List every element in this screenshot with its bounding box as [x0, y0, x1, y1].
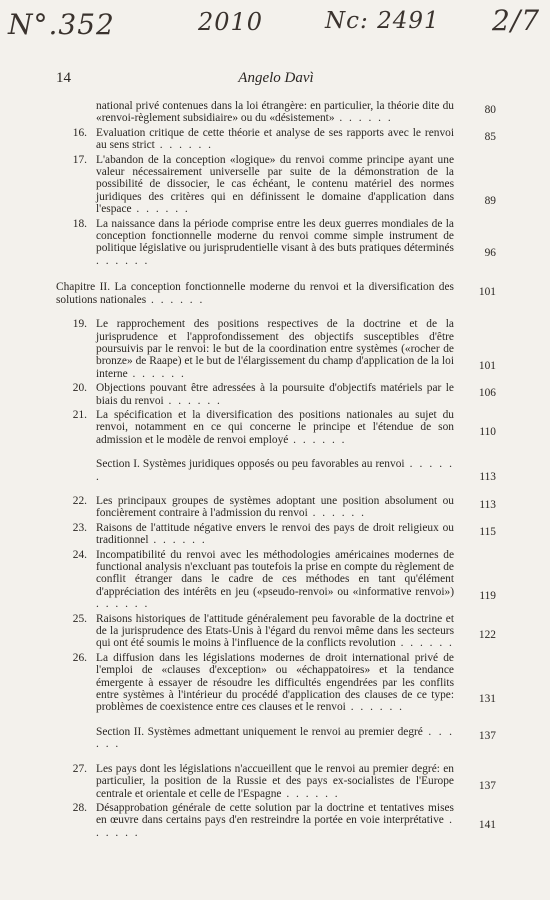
leader-dots: . . . . . .	[127, 367, 186, 380]
toc-entry-text: Les pays dont les législations n'accueillent que le renvoi au premier degré: en particulier, la position de la Russie et des pays ex-socialistes de l'Europe centrale et orientale et celle de l'Espagne . . . . . .	[96, 762, 454, 800]
handwritten-fraction: 2/7	[492, 4, 541, 37]
toc-section-page: 113	[479, 470, 496, 483]
leader-dots: . . . . . .	[163, 394, 222, 407]
toc-entry-page: 110	[479, 425, 496, 438]
toc-entry-text: Raisons de l'attitude négative envers le renvoi des pays de droit religieux ou traditionnel . . . . . .	[96, 521, 454, 547]
toc-entry-text: La naissance dans la période comprise entre les deux guerres mondiales de la conception fonctionnelle moderne du renvoi comme simple instrument de politique législative ou jurisprudentielle visant à des buts pratiques déterminés . . . . . .	[96, 217, 454, 267]
leader-dots: . . . . . .	[96, 254, 150, 267]
toc-entry-number: 19.	[72, 318, 87, 331]
toc-entry-page: 119	[479, 590, 496, 603]
toc-entry-number: 28.	[72, 801, 87, 814]
leader-dots: . . . . . .	[96, 458, 454, 483]
toc-entry-number: 27.	[72, 762, 87, 775]
toc-entry-text: Le rapprochement des positions respectives de la doctrine et de la jurisprudence et l'approfondissement des objectifs susceptibles d'être poursuivis par le renvoi: le but de la coordination entre systèmes («rocher de bronze» de Raape) et le but de l'élargissement du champ d'application de la loi interne . . . . . .	[96, 318, 454, 380]
toc-entry-text: Raisons historiques de l'attitude généralement peu favorable de la doctrine et de la jurisprudence des Etats-Unis à l'égard du renvoi même dans les secteurs qui ont été soumis le moins à l'influence de la conflicts revolution . . . . . .	[96, 612, 454, 650]
toc-entry	[56, 763, 496, 800]
leader-dots: . . . . . .	[148, 534, 207, 547]
page-number: 14	[56, 70, 71, 86]
toc-entry-number: 18.	[72, 217, 87, 230]
toc-entry-page: 89	[484, 195, 496, 208]
toc-entry	[56, 495, 496, 520]
toc-entry	[56, 218, 496, 268]
toc-entry-page: 115	[479, 526, 496, 539]
handwritten-code: Nc: 2491	[325, 8, 440, 34]
leader-dots: . . . . . .	[288, 433, 347, 446]
toc-entry-text: Les principaux groupes de systèmes adoptant une position absolument ou foncièrement contraire à l'admission du renvoi . . . . . .	[96, 494, 454, 520]
toc-entry-page: 141	[478, 818, 496, 831]
leader-dots: . . . . . .	[345, 701, 405, 714]
handwritten-ref-number: N°.352	[8, 8, 115, 41]
toc-entry-number: 21.	[72, 408, 87, 421]
leader-dots: . . . . . .	[96, 814, 454, 839]
toc-section	[56, 726, 496, 751]
toc-section-title: Section II. Systèmes admettant uniquement le renvoi au premier degré . . . . . .	[96, 725, 455, 751]
toc-entry-page: 113	[479, 499, 496, 512]
toc-entry-page: 80	[484, 104, 496, 117]
toc-entry-page: 96	[484, 246, 496, 259]
toc-entry-number: 17.	[72, 153, 87, 166]
toc-entry	[56, 549, 496, 611]
toc-entry-page: 122	[478, 629, 496, 642]
toc-section-page: 137	[478, 730, 496, 743]
toc-chapter	[56, 281, 496, 306]
toc-entry	[56, 522, 496, 547]
toc-entry	[56, 127, 496, 152]
toc-entry	[56, 100, 496, 125]
toc-entry-page: 85	[484, 131, 496, 144]
toc-entry-number: 24.	[72, 548, 87, 561]
toc-entry	[56, 409, 496, 446]
handwritten-year: 2010	[198, 8, 264, 36]
toc-entry-number: 23.	[72, 521, 87, 534]
toc-entry	[56, 613, 496, 650]
leader-dots: . . . . . .	[146, 293, 205, 306]
toc-entry-text: Evaluation critique de cette théorie et analyse de ses rapports avec le renvoi au sens strict . . . . . .	[96, 126, 454, 152]
leader-dots: . . . . . .	[131, 203, 190, 216]
toc-entry-number: 16.	[72, 126, 87, 139]
toc-entry-number: 22.	[72, 494, 87, 507]
leader-dots: . . . . . .	[334, 112, 393, 125]
toc-chapter-page: 101	[478, 285, 496, 298]
table-of-contents	[56, 100, 496, 839]
leader-dots: . . . . . .	[281, 787, 340, 800]
toc-entry-text: Incompatibilité du renvoi avec les méthodologies américaines modernes de functional analysis n'excluant pas toutefois la prise en compte du règlement de conflit étranger dans le cadre de ces méthodes en tant qu'élément d'appréciation des intérêts en jeu («pseudo-renvoi» ou «informative renvoi») . . . . . .	[96, 548, 454, 611]
toc-entry-number: 20.	[72, 382, 87, 395]
toc-entry-text: Désapprobation générale de cette solution par la doctrine et tentatives mises en œuvre dans certains pays d'en restreindre la portée en voie interprétative . . . . . .	[96, 801, 454, 839]
running-head-author: Angelo Davì	[238, 70, 314, 86]
leader-dots: . . . . . .	[395, 637, 454, 650]
toc-entry-text: La spécification et la diversification des positions nationales au sujet du renvoi, notamment en ce qui concerne le principe et l'étendue de son admission et le modèle de renvoi employé . . . . . .	[96, 408, 454, 446]
toc-entry	[56, 382, 496, 407]
toc-entry-text: L'abandon de la conception «logique» du renvoi comme principe ayant une valeur nécessairement universelle par suite de la démonstration de la possibilité de dissocier, le cas échéant, le contenu matériel des normes juridiques des critères qui en définissent le domaine d'application dans l'espace . . . . . .	[96, 153, 454, 216]
toc-chapter-title: Chapitre II. La conception fonctionnelle moderne du renvoi et la diversification des solutions nationales . . . . . .	[56, 281, 454, 306]
toc-section-title: Section I. Systèmes juridiques opposés ou peu favorables au renvoi . . . . . .	[96, 458, 454, 483]
leader-dots: . . . . . .	[96, 725, 455, 751]
toc-entry-page: 131	[478, 693, 496, 706]
toc-section	[56, 458, 496, 483]
toc-entry-text: Objections pouvant être adressées à la poursuite d'objectifs matériels par le biais du renvoi . . . . . .	[96, 382, 454, 407]
toc-entry-text: national privé contenues dans la loi étrangère: en particulier, la théorie dite du «renvoi-règlement subsidiaire» ou du «désistement» . . . . . .	[96, 100, 454, 125]
leader-dots: . . . . . .	[307, 507, 366, 520]
toc-entry-text: La diffusion dans les législations modernes de droit international privé de l'emploi de «clauses d'exception» ou «échappatoires» et la tendance émergente à essayer de résoudre les difficultés engendrées par les conflits entre systèmes à l'intérieur du procédé d'application des clauses de ce type: problèmes de coexistence entre ces clauses et le renvoi . . . . . .	[96, 651, 454, 714]
leader-dots: . . . . . .	[154, 139, 214, 152]
toc-entry-page: 106	[478, 386, 496, 399]
toc-entry	[56, 318, 496, 380]
toc-entry-page: 101	[478, 359, 496, 372]
leader-dots: . . . . . .	[96, 598, 150, 611]
toc-entry	[56, 154, 496, 216]
toc-entry	[56, 652, 496, 714]
toc-entry	[56, 802, 496, 839]
toc-entry-number: 26.	[72, 651, 87, 664]
toc-entry-number: 25.	[72, 612, 87, 625]
toc-entry-page: 137	[478, 779, 496, 792]
